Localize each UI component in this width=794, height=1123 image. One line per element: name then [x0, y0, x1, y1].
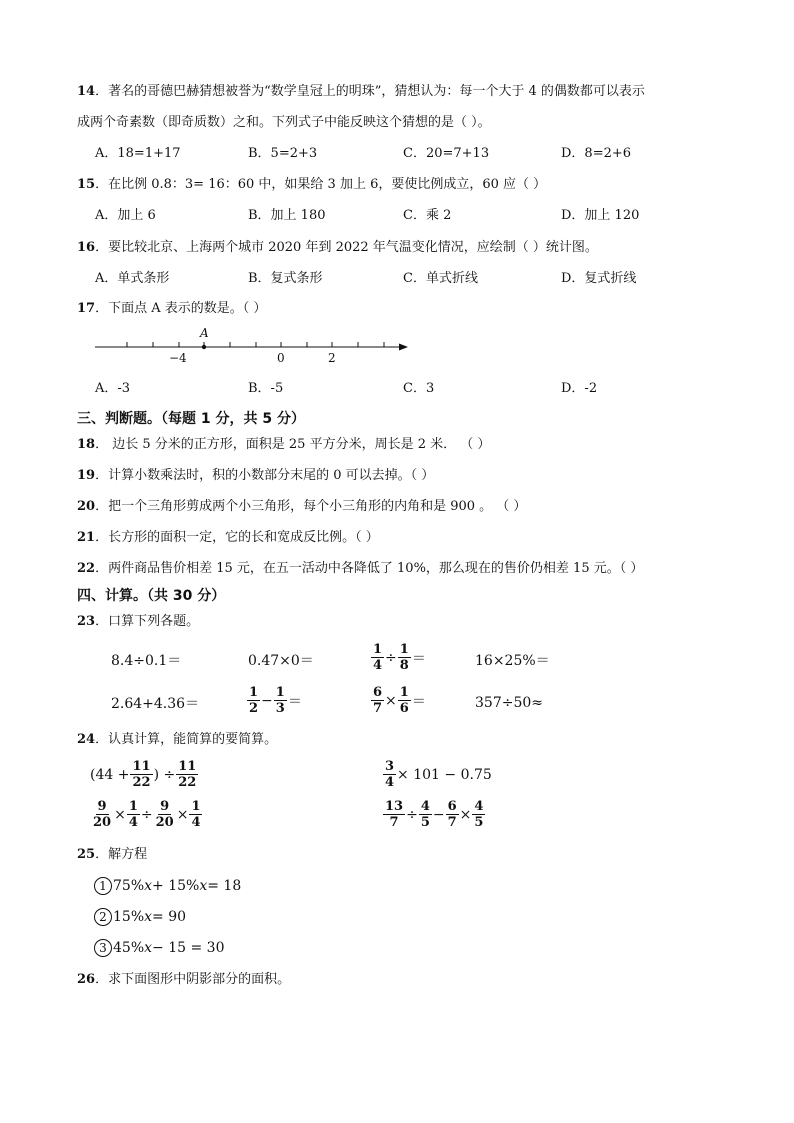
- question-20: [77, 498, 526, 516]
- question-text: ．在比例 0.8：3= 16：60 中，如果给 3 加上 6，要使比例成立，60 应（ ）: [95, 177, 547, 192]
- calc-expression-4: [382, 799, 486, 830]
- question-21: [77, 529, 379, 547]
- fraction: $\frac{6}{7}$: [373, 685, 383, 716]
- operator: −: [432, 806, 445, 823]
- number-line: [90, 324, 420, 364]
- question-26: [77, 971, 290, 989]
- eq-part: 75%: [113, 878, 145, 894]
- fraction: $\frac{9}{20}$: [93, 799, 112, 830]
- fraction: $\frac{13}{7}$: [385, 799, 404, 830]
- fraction: $\frac{6}{7}$: [447, 799, 457, 830]
- question-number: 24: [77, 732, 96, 747]
- expr-part: ) ÷: [153, 766, 176, 783]
- option-d[interactable]: D．复式折线: [561, 271, 637, 286]
- question-14: [77, 83, 645, 101]
- tick-label-0: 0: [277, 351, 285, 364]
- option-d[interactable]: D．加上 120: [561, 208, 640, 223]
- operator: ×: [459, 806, 472, 823]
- mental-calc-b: 0.47×0＝: [248, 653, 314, 669]
- option-b[interactable]: B．加上 180: [248, 208, 326, 223]
- option-c[interactable]: C．20=7+13: [403, 146, 490, 161]
- expr-part: (44 +: [90, 766, 130, 783]
- question-number: 16: [77, 240, 96, 255]
- operator: ×: [385, 692, 397, 709]
- fraction: $\frac{1}{6}$: [399, 685, 409, 716]
- question-17: [77, 300, 266, 318]
- fraction: $\frac{1}{4}$: [373, 642, 383, 673]
- question-number: 26: [77, 972, 96, 987]
- fraction: 1 2: [249, 685, 259, 716]
- question-22: [77, 560, 643, 578]
- question-text: ． 边长 5 分米的正方形，面积是 25 平方分米，周长是 2 米． （ ）: [95, 437, 491, 452]
- operator: ×: [176, 806, 189, 823]
- option-b[interactable]: B．复式条形: [248, 271, 323, 286]
- question-number: 18: [77, 437, 96, 452]
- point-a: [202, 345, 206, 349]
- question-14-line2: 成两个奇素数（即奇质数）之和。下列式子中能反映这个猜想的是（ ）。: [77, 115, 491, 130]
- question-text: ．著名的哥德巴赫猜想被誉为“数学皇冠上的明珠”，猜想认为：每一个大于 4 的偶数都可以表示: [95, 84, 645, 99]
- question-text: ．两件商品售价相差 15 元，在五一活动中各降低了 10%，那么现在的售价仍相差 15 元。（ ）: [95, 561, 644, 576]
- equation-2: [94, 908, 186, 926]
- calc-expression-1: [90, 759, 199, 790]
- section-title-judgement: 三、判断题。（每题 1 分，共 5 分）: [77, 411, 305, 427]
- fraction: $\frac{1}{3}$: [275, 685, 285, 716]
- fraction: $\frac{1}{8}$: [399, 642, 409, 673]
- question-number: 20: [77, 499, 96, 514]
- variable: x: [144, 909, 153, 925]
- question-text: ．下面点 A 表示的数是。（ ）: [95, 301, 267, 316]
- fraction: $\frac{11}{22}$: [132, 759, 151, 790]
- option-a[interactable]: A．18=1+17: [95, 146, 181, 161]
- question-number: 21: [77, 530, 96, 545]
- variable: x: [199, 878, 208, 894]
- mental-calc-c: [370, 642, 426, 673]
- option-d[interactable]: D．-2: [561, 381, 598, 396]
- fraction: $\frac{1}{4}$: [191, 799, 201, 830]
- option-a[interactable]: A．-3: [95, 381, 131, 396]
- question-number: 17: [77, 301, 96, 316]
- mental-calc-a: 8.4÷0.1＝: [111, 653, 182, 669]
- fraction: $\frac{4}{5}$: [420, 799, 430, 830]
- circled-number: 2: [94, 908, 112, 926]
- option-c[interactable]: C．3: [403, 381, 435, 396]
- question-number: 22: [77, 561, 96, 576]
- eq-part: + 15%: [152, 878, 200, 894]
- equals: ＝: [411, 693, 426, 710]
- operator: ÷: [406, 806, 418, 823]
- fraction: $\frac{1}{4}$: [128, 799, 138, 830]
- question-number: 19: [77, 468, 96, 483]
- question-number: 23: [77, 614, 96, 629]
- ticks: [127, 342, 384, 347]
- question-text: ．把一个三角形剪成两个小三角形，每个小三角形的内角和是 900 。 （ ）: [95, 499, 527, 514]
- question-text: ．要比较北京、上海两个城市 2020 年到 2022 年气温变化情况，应绘制（ ）统计图。: [95, 240, 598, 255]
- mental-calc-f: [246, 685, 302, 716]
- mental-calc-h: 357÷50≈: [475, 695, 543, 711]
- variable: x: [144, 878, 153, 894]
- point-a-label: A: [200, 326, 209, 340]
- question-text: ．口算下列各题。: [95, 614, 200, 629]
- question-19: [77, 467, 434, 485]
- equation-3: [94, 939, 224, 957]
- question-24: [77, 731, 277, 749]
- option-d[interactable]: D．8=2+6: [561, 146, 632, 161]
- eq-part: 45%: [113, 940, 145, 956]
- question-15: [77, 176, 546, 194]
- question-18: [77, 436, 490, 454]
- calc-expression-3: [90, 799, 203, 830]
- fraction: $\frac{9}{20}$: [155, 799, 174, 830]
- circled-number: 3: [94, 939, 112, 957]
- operator: ÷: [385, 649, 397, 666]
- fraction: $\frac{4}{5}$: [474, 799, 484, 830]
- expr-part: × 101 − 0.75: [397, 766, 492, 783]
- eq-part: 15%: [113, 909, 145, 925]
- question-25: [77, 846, 147, 864]
- operator: −: [261, 692, 273, 709]
- arrow-head: [399, 344, 408, 351]
- variable: x: [144, 940, 153, 956]
- question-text: ．计算小数乘法时，积的小数部分末尾的 0 可以去掉。（ ）: [95, 468, 435, 483]
- question-text: ．长方形的面积一定，它的长和宽成反比例。（ ）: [95, 530, 379, 545]
- mental-calc-d: 16×25%＝: [475, 653, 550, 669]
- calc-expression-2: [382, 759, 492, 790]
- eq-part: = 90: [152, 909, 187, 925]
- fraction: $\frac{3}{4}$: [385, 759, 395, 790]
- question-16: [77, 239, 598, 257]
- mental-calc-g: [370, 685, 426, 716]
- question-number: 14: [77, 84, 96, 99]
- question-text: ．认真计算，能简算的要简算。: [95, 732, 278, 747]
- equals: ＝: [287, 693, 302, 710]
- option-a[interactable]: A．加上 6: [95, 208, 156, 223]
- tick-label-2: 2: [328, 351, 336, 364]
- operator: ÷: [140, 806, 153, 823]
- option-b[interactable]: B．5=2+3: [248, 146, 318, 161]
- circled-number: 1: [94, 877, 112, 895]
- equation-1: [94, 877, 241, 895]
- question-text: ．解方程: [95, 847, 148, 862]
- question-number: 25: [77, 847, 96, 862]
- question-number: 15: [77, 177, 96, 192]
- eq-part: = 18: [207, 878, 242, 894]
- option-b[interactable]: B．-5: [248, 381, 284, 396]
- question-text: ．求下面图形中阴影部分的面积。: [95, 972, 291, 987]
- option-c[interactable]: C．乘 2: [403, 208, 452, 223]
- option-a[interactable]: A．单式条形: [95, 271, 170, 286]
- question-23: [77, 613, 199, 631]
- mental-calc-e: 2.64+4.36＝: [111, 696, 200, 712]
- eq-part: − 15 = 30: [152, 940, 225, 956]
- section-title-calculation: 四、计算。（共 30 分）: [77, 588, 226, 604]
- option-c[interactable]: C．单式折线: [403, 271, 478, 286]
- tick-label-neg4: −4: [169, 351, 187, 364]
- fraction: $\frac{11}{22}$: [178, 759, 197, 790]
- operator: ×: [114, 806, 126, 823]
- equals: ＝: [411, 650, 426, 667]
